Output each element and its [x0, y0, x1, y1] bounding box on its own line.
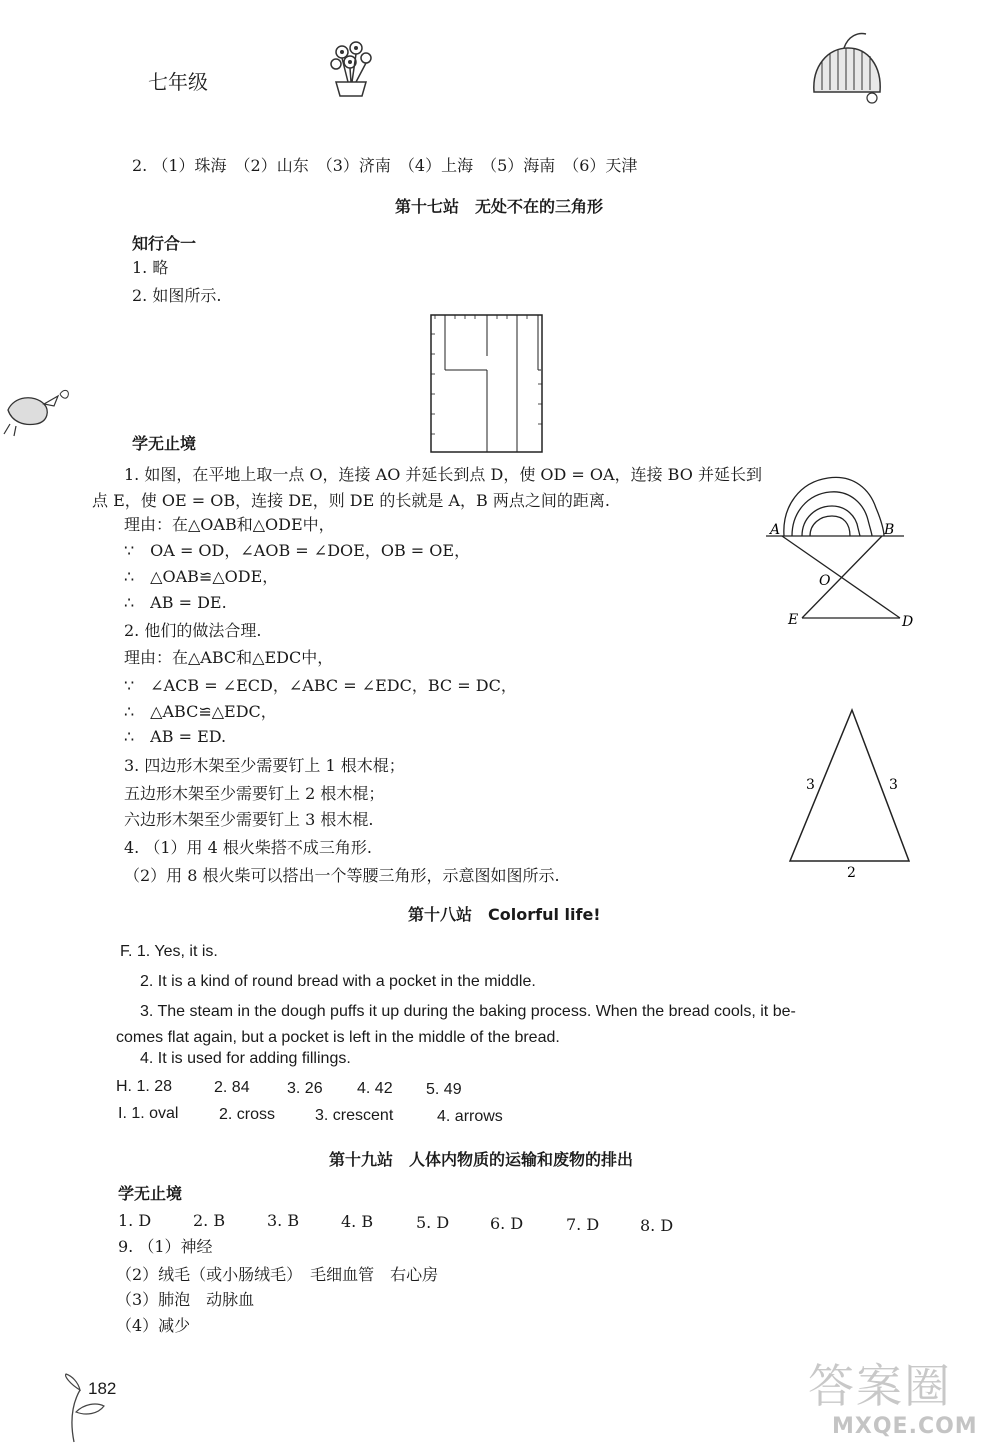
f-answer: 3. The steam in the dough puffs it up during the baking process. When the bread cools, it be- [140, 1003, 796, 1020]
i-answer: 4. arrows [437, 1108, 503, 1125]
h-answer: 2. 84 [214, 1079, 250, 1096]
q1-line: 1. 如图，在平地上取一点 O，连接 AO 并延长到点 D，使 OD = OA，连接 BO 并延长到 [124, 465, 762, 484]
section-19-title: 第十九站 人体内物质的运输和废物的排出 [329, 1150, 634, 1169]
page-number: 182 [88, 1379, 117, 1398]
base-label: 2 [847, 865, 856, 881]
point-d-label: D [902, 614, 914, 630]
answer-line: 2. 如图所示. [132, 286, 222, 305]
watermark-url: MXQE.COM [832, 1414, 978, 1439]
q1-line: 点 E，使 OE = OB，连接 DE，则 DE 的长就是 A，B 两点之间的距离. [92, 491, 610, 510]
right-side-label: 3 [889, 777, 898, 793]
pond-triangle-figure [760, 460, 920, 635]
q3-line: 六边形木架至少需要钉上 3 根木棍. [124, 810, 374, 829]
q2-proof: ∴ AB = ED. [124, 727, 227, 746]
intro-answers: 2. （1）珠海 （2）山东 （3）济南 （4）上海 （5）海南 （6）天津 [132, 156, 638, 175]
q2-proof: ∴ △ABC≌△EDC， [124, 702, 277, 721]
mc-answer: 2. B [193, 1211, 226, 1230]
flower-pot-icon [322, 38, 382, 100]
i-answer: 2. cross [219, 1106, 276, 1123]
h-answer: 3. 26 [287, 1080, 323, 1097]
q2-line: 2. 他们的做法合理. [124, 621, 262, 640]
mc-answer: 6. D [490, 1214, 524, 1233]
q9-line: （2）绒毛（或小肠绒毛） 毛细血管 右心房 [116, 1265, 439, 1284]
watermark-logo: 答案圈 [808, 1359, 952, 1413]
q3-line: 3. 四边形木架至少需要钉上 1 根木棍； [124, 756, 405, 775]
q1-proof: ∴ △OAB≌△ODE， [124, 567, 279, 586]
section-17-title: 第十七站 无处不在的三角形 [395, 197, 604, 216]
q1-reason: 理由：在△OAB和△ODE中， [124, 515, 335, 534]
i-answer: 3. crescent [315, 1107, 394, 1124]
point-b-label: B [884, 522, 895, 538]
left-side-label: 3 [806, 777, 815, 793]
h-answer: H. 1. 28 [116, 1078, 173, 1095]
q4-line: （2）用 8 根火柴可以搭出一个等腰三角形，示意图如图所示. [124, 866, 560, 885]
q9-line: （4）减少 [116, 1316, 191, 1335]
knitted-hat-icon [808, 26, 886, 108]
point-a-label: A [770, 522, 781, 538]
q1-proof: ∵ OA = OD，∠AOB = ∠DOE，OB = OE， [124, 541, 471, 560]
mc-answer: 5. D [416, 1213, 450, 1232]
q2-proof: ∵ ∠ACB = ∠ECD，∠ABC = ∠EDC，BC = DC， [124, 676, 517, 695]
q9-line: 9. （1）神经 [118, 1237, 213, 1256]
point-o-label: O [819, 573, 831, 589]
f-answer: 4. It is used for adding fillings. [140, 1050, 351, 1067]
point-e-label: E [788, 612, 799, 628]
q1-proof: ∴ AB = DE. [124, 593, 227, 612]
h-answer: 4. 42 [357, 1080, 393, 1097]
mc-answer: 3. B [267, 1211, 300, 1230]
q9-line: （3）肺泡 动脉血 [116, 1290, 255, 1309]
f-answer: F. 1. Yes, it is. [120, 943, 218, 960]
mc-answer: 8. D [640, 1216, 674, 1235]
f-answer: 2. It is a kind of round bread with a pocket in the middle. [140, 973, 536, 990]
q4-line: 4. （1）用 4 根火柴搭不成三角形. [124, 838, 372, 857]
xuewuzhijing-heading: 学无止境 [118, 1184, 183, 1203]
section-18-title: 第十八站 Colorful life! [408, 905, 601, 924]
isosceles-triangle-figure [780, 700, 920, 885]
q2-reason: 理由：在△ABC和△EDC中， [124, 648, 334, 667]
grade-label: 七年级 [148, 70, 208, 94]
grid-figure [430, 314, 544, 454]
i-answer: I. 1. oval [118, 1105, 179, 1122]
xuewuzhijing-heading: 学无止境 [132, 434, 197, 453]
f-answer: comes flat again, but a pocket is left in the middle of the bread. [116, 1029, 560, 1046]
q3-line: 五边形木架至少需要钉上 2 根木棍； [124, 784, 385, 803]
mc-answer: 7. D [566, 1215, 600, 1234]
h-answer: 5. 49 [426, 1081, 462, 1098]
zhixing-heading: 知行合一 [132, 234, 197, 253]
mc-answer: 1. D [118, 1211, 152, 1230]
bird-doodle-icon [0, 380, 80, 438]
answer-line: 1. 略 [132, 258, 169, 277]
mc-answer: 4. B [341, 1212, 374, 1231]
